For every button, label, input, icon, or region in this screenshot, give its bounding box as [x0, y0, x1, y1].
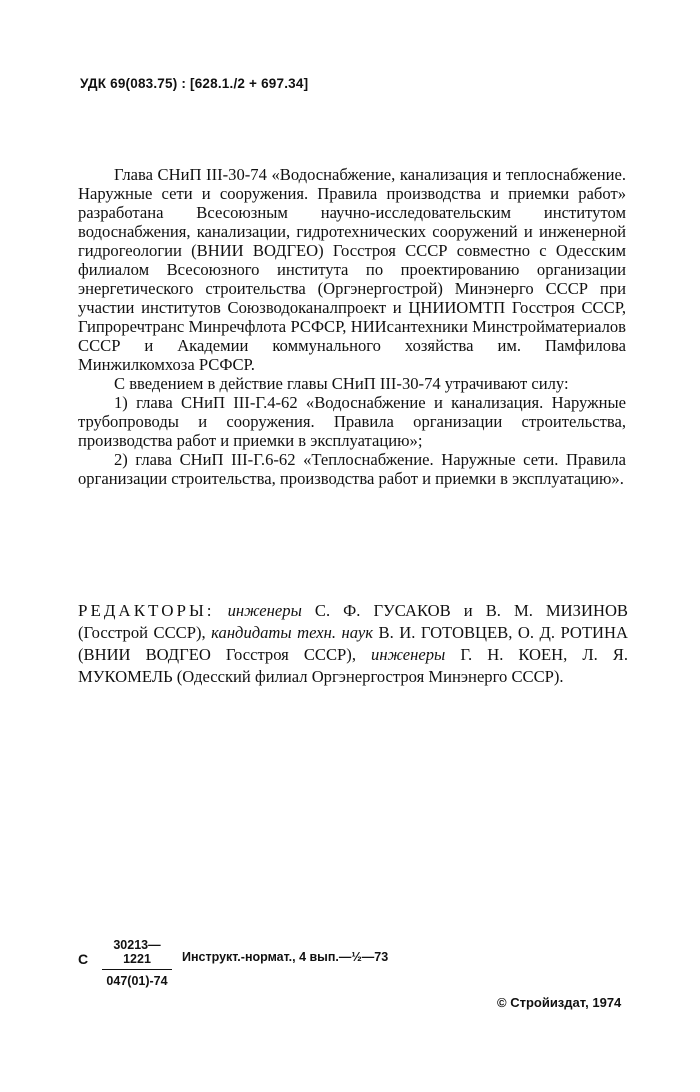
- introductory-text: [78, 165, 626, 488]
- publication-fraction: [102, 938, 172, 988]
- editor-role: кандидаты техн. наук: [211, 623, 373, 642]
- superseded-intro: С введением в действие главы СНиП III-30-74 утрачивают силу:: [114, 374, 569, 393]
- publication-numerator: 30213—1221: [102, 938, 172, 970]
- editor-names: В. И. ГОТОВЦЕВ, О. Д. РОТИНА (ВНИИ ВОДГЕО Госстроя СССР),: [78, 623, 628, 664]
- publication-letter: С: [78, 951, 89, 967]
- udk-classification: УДК 69(083.75) : [628.1./2 + 697.34]: [80, 76, 309, 91]
- copyright-notice: © Стройиздат, 1974: [497, 995, 622, 1010]
- publication-denominator: 047(01)-74: [106, 974, 168, 988]
- superseded-item-1: 1) глава СНиП III-Г.4-62 «Водоснабжение и канализация. Наружные трубопроводы и сооружения. Правила организации строительства, производства работ и приемки в эксплуатацию»;: [78, 393, 626, 450]
- editors-heading: РЕДАКТОРЫ:: [78, 601, 215, 620]
- authorship-paragraph: Глава СНиП III-30-74 «Водоснабжение, канализация и теплоснабжение. Наружные сети и сооружения. Правила производства и приемки работ» разработана Всесоюзным научно-исследовательским институтом водоснабжения, канализации, гидротехнических сооружений и инженерной гидрогеологии (ВНИИ ВОДГЕО) Госстроя СССР совместно с Одесским филиалом Всесоюзного института по проектированию организации энергетического строительства (Оргэнергострой) Минэнерго СССР при участии институтов Союзводоканалпроект и ЦНИИОМТП Госстроя СССР, Гипроречтранс Минречфлота РСФСР, НИИсантехники Минстройматериалов СССР и Академии коммунального хозяйства им. Памфилова Минжилкомхоза РСФСР.: [78, 165, 626, 374]
- editors-block: [78, 600, 628, 688]
- superseded-item-2: 2) глава СНиП III-Г.6-62 «Теплоснабжение. Наружные сети. Правила организации строительства, производства работ и приемки в эксплуатацию».: [78, 450, 626, 488]
- editor-role: инженеры: [371, 645, 446, 664]
- editor-role: инженеры: [227, 601, 302, 620]
- editor-names: С. Ф. ГУСАКОВ и В. М. МИЗИНОВ (Госстрой СССР),: [78, 601, 628, 642]
- editor-names: Г. Н. КОЕН, Л. Я. МУКОМЕЛЬ (Одесский филиал Оргэнергостроя Минэнерго СССР).: [78, 645, 628, 686]
- publication-info: Инструкт.-нормат., 4 вып.—½—73: [182, 950, 389, 964]
